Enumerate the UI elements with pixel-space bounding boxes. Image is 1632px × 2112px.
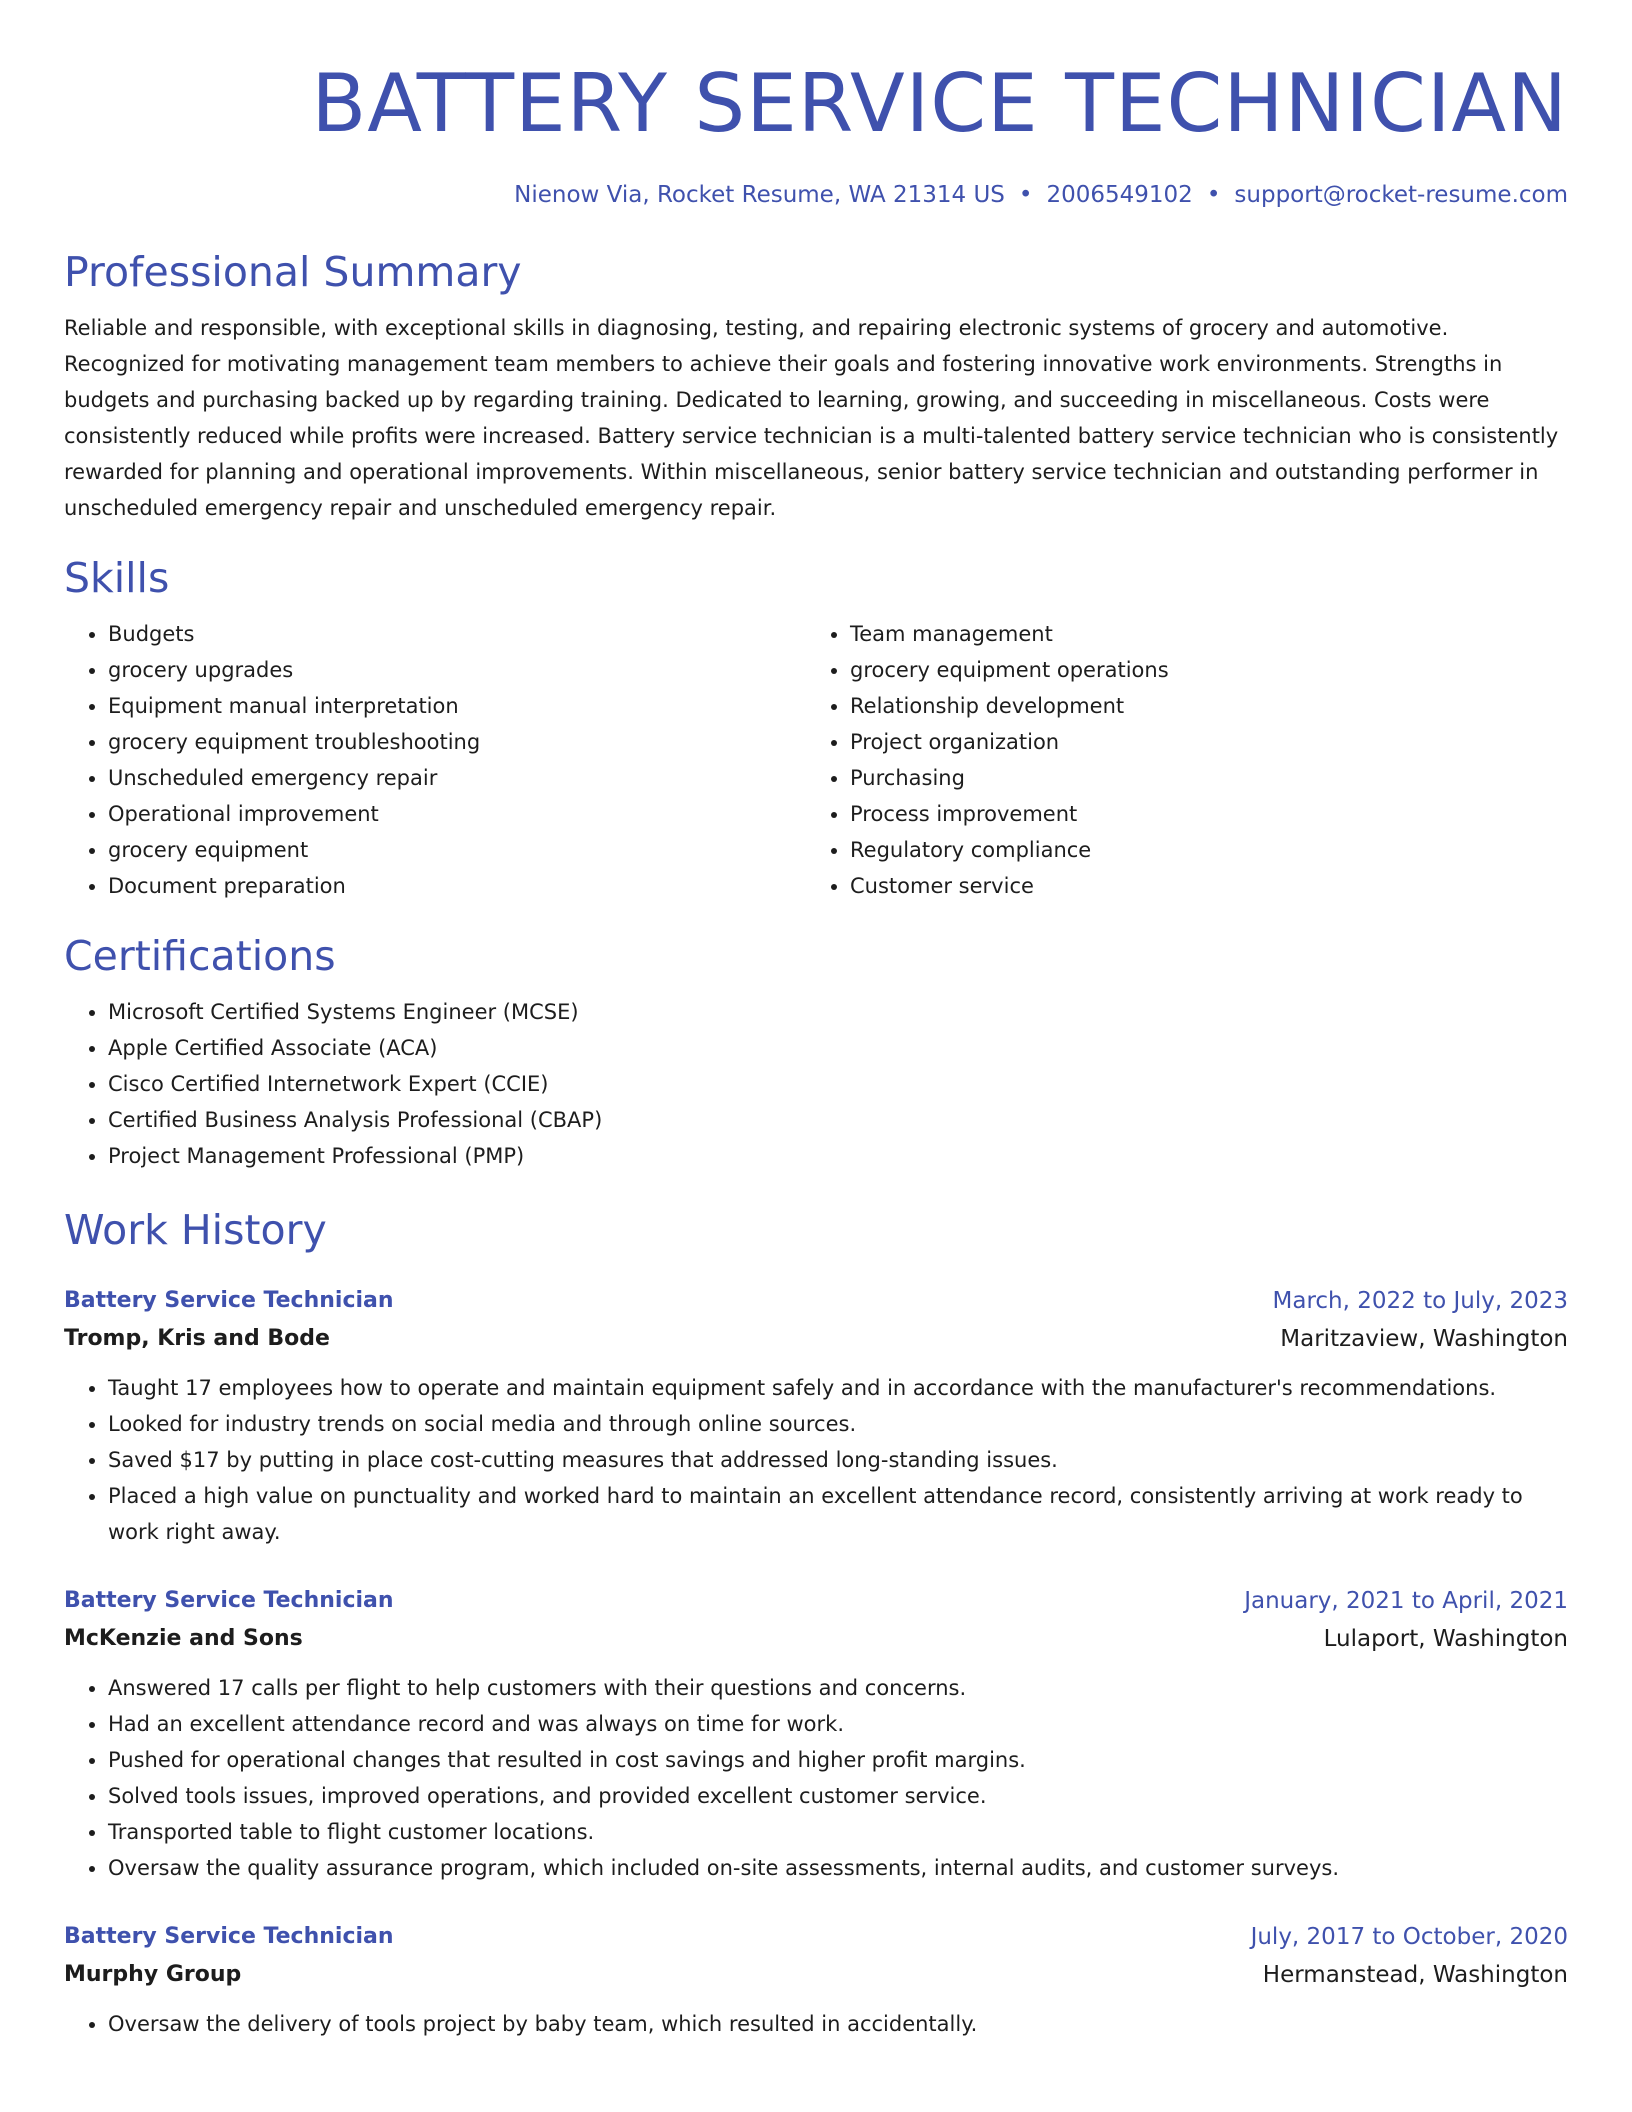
job-company-row <box>64 1320 1568 1358</box>
summary-heading: Professional Summary <box>64 248 522 296</box>
job-location: Lulaport, Washington <box>1323 1626 1568 1652</box>
job-bullet: • Pushed for operational changes that resulted in cost savings and higher profit margins. <box>108 1742 1568 1778</box>
skill-item: • Budgets <box>108 616 806 652</box>
certification-item: • Project Management Professional (PMP) <box>108 1138 1568 1174</box>
job-company: Murphy Group <box>64 1962 242 1987</box>
skill-item: • Relationship development <box>850 688 1548 724</box>
skill-item: • grocery equipment troubleshooting <box>108 724 806 760</box>
job-bullet: • Answered 17 calls per flight to help customers with their questions and concerns. <box>108 1670 1568 1706</box>
certification-item: • Apple Certified Associate (ACA) <box>108 1030 1568 1066</box>
skill-item: • Team management <box>850 616 1548 652</box>
job-bullet: • Looked for industry trends on social media and through online sources. <box>108 1406 1568 1442</box>
skill-item: • Equipment manual interpretation <box>108 688 806 724</box>
job-bullet: • Oversaw the quality assurance program, which included on-site assessments, internal audits, and customer surveys. <box>108 1850 1568 1886</box>
job-entry <box>64 1918 1568 2042</box>
job-bullets <box>64 1670 1568 1886</box>
certification-item: • Microsoft Certified Systems Engineer (MCSE) <box>108 994 1568 1030</box>
contact-separator: • <box>1018 182 1033 208</box>
skills-heading: Skills <box>64 554 170 602</box>
skill-item: • Operational improvement <box>108 796 806 832</box>
job-company-row <box>64 1620 1568 1658</box>
job-bullet: • Had an excellent attendance record and was always on time for work. <box>108 1706 1568 1742</box>
certification-item: • Cisco Certified Internetwork Expert (CCIE) <box>108 1066 1568 1102</box>
job-bullet: • Transported table to flight customer locations. <box>108 1814 1568 1850</box>
job-title: Battery Service Technician <box>64 1288 394 1313</box>
job-title-row <box>64 1918 1568 1956</box>
summary-text: Reliable and responsible, with exceptional skills in diagnosing, testing, and repairing electronic systems of grocery and automotive. Recognized for motivating management team members to achieve their goals and fostering innovative work environments. Strengths in budgets and purchasing backed up by regarding training. Dedicated to learning, growing, and succeeding in miscellaneous. Costs were consistently reduced while profits were increased. Battery service technician is a multi-talented battery service technician who is consistently rewarded for planning and operational improvements. Within miscellaneous, senior battery service technician and outstanding performer in unscheduled emergency repair and unscheduled emergency repair. <box>64 316 1559 520</box>
job-bullet: • Saved $17 by putting in place cost-cutting measures that addressed long-standing issues. <box>108 1442 1568 1478</box>
job-company: McKenzie and Sons <box>64 1626 303 1651</box>
job-title: Battery Service Technician <box>64 1924 394 1949</box>
job-dates: July, 2017 to October, 2020 <box>1250 1924 1568 1950</box>
job-company-row <box>64 1956 1568 1994</box>
skills-list-right <box>806 616 1548 904</box>
job-location: Maritzaview, Washington <box>1280 1326 1568 1352</box>
certifications-list <box>64 994 1568 1174</box>
skills-grid <box>64 616 1568 904</box>
job-dates: January, 2021 to April, 2021 <box>1244 1588 1568 1614</box>
skill-item: • Process improvement <box>850 796 1548 832</box>
job-dates: March, 2022 to July, 2023 <box>1272 1288 1568 1314</box>
job-location: Hermanstead, Washington <box>1262 1962 1568 1988</box>
job-title-row <box>64 1582 1568 1620</box>
contact-email: support@rocket-resume.com <box>1234 182 1568 208</box>
job-title: Battery Service Technician <box>64 1588 394 1613</box>
resume-name: BATTERY SERVICE TECHNICIAN <box>311 57 1568 150</box>
job-bullet: • Oversaw the delivery of tools project by baby team, which resulted in accidentally. <box>108 2006 1568 2042</box>
contact-address: Nienow Via, Rocket Resume, WA 21314 US <box>514 182 1005 208</box>
skill-item: • Project organization <box>850 724 1548 760</box>
skill-item: • Regulatory compliance <box>850 832 1548 868</box>
skill-item: • grocery equipment <box>108 832 806 868</box>
job-company: Tromp, Kris and Bode <box>64 1326 330 1351</box>
certifications-heading: Certifications <box>64 932 336 980</box>
job-title-row <box>64 1282 1568 1320</box>
skill-item: • Unscheduled emergency repair <box>108 760 806 796</box>
contact-separator: • <box>1206 182 1221 208</box>
job-bullet: • Placed a high value on punctuality and worked hard to maintain an excellent attendance record, consistently arriving at work ready to work right away. <box>108 1478 1568 1550</box>
job-entry <box>64 1282 1568 1550</box>
job-bullet: • Taught 17 employees how to operate and maintain equipment safely and in accordance with the manufacturer's recommendations. <box>108 1370 1568 1406</box>
skills-list-left <box>64 616 806 904</box>
skill-item: • Customer service <box>850 868 1548 904</box>
work-history-heading: Work History <box>64 1206 327 1254</box>
skill-item: • Purchasing <box>850 760 1548 796</box>
contact-phone: 2006549102 <box>1046 182 1193 208</box>
skill-item: • grocery equipment operations <box>850 652 1548 688</box>
skill-item: • Document preparation <box>108 868 806 904</box>
job-bullets <box>64 2006 1568 2042</box>
job-bullet: • Solved tools issues, improved operations, and provided excellent customer service. <box>108 1778 1568 1814</box>
skill-item: • grocery upgrades <box>108 652 806 688</box>
certification-item: • Certified Business Analysis Professional (CBAP) <box>108 1102 1568 1138</box>
work-history-list <box>64 1282 1568 2042</box>
contact-line <box>64 180 1568 210</box>
resume-page <box>64 0 1568 2042</box>
job-entry <box>64 1582 1568 1886</box>
job-bullets <box>64 1370 1568 1550</box>
